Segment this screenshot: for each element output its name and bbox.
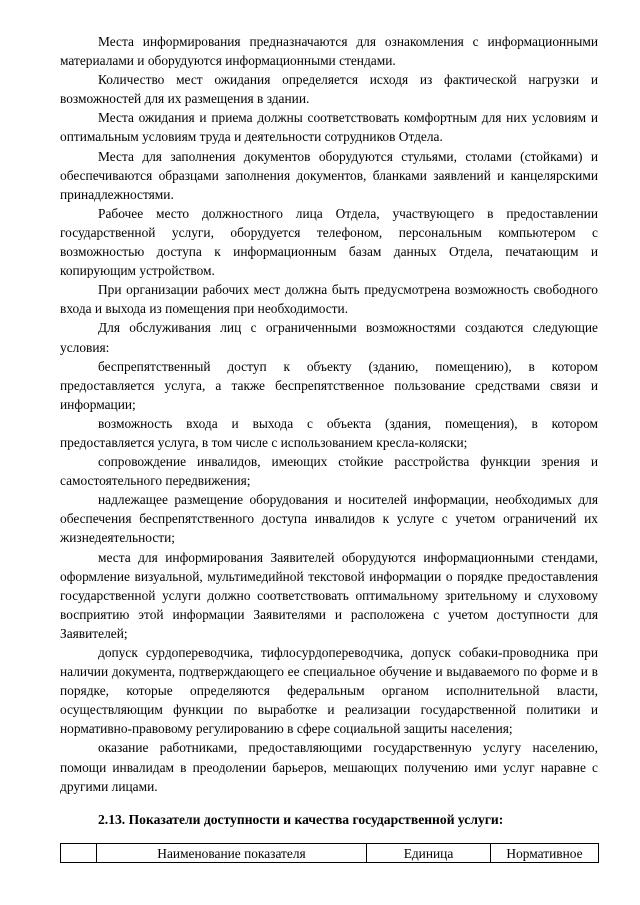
paragraph: Рабочее место должностного лица Отдела, участвующего в предоставлении государственной услуги, оборудуется телефоном, персональным компьютером с возможностью доступа к информационным базам данных Отдела, печатающим и копирующим устройством. [60, 205, 598, 279]
list-item: сопровождение инвалидов, имеющих стойкие расстройства функции зрения и самостоятельного передвижения; [60, 454, 598, 489]
paragraph: Места ожидания и приема должны соответствовать комфортным для них условиям и оптимальным условиям труда и деятельности сотрудников Отдела. [60, 110, 598, 145]
table-header-normative: Нормативное [491, 843, 599, 862]
paragraph: При организации рабочих мест должна быть предусмотрена возможность свободного входа и выхода из помещения при необходимости. [60, 282, 598, 317]
indicators-table [60, 843, 599, 863]
list-item: места для информирования Заявителей оборудуются информационными стендами, оформление визуальной, мультимедийной текстовой информации о порядке предоставления государственной услуги должно соответствовать оптимальному зрительному и слуховому восприятию этой информации Заявителями и расположена с учетом доступности для Заявителей; [60, 549, 598, 641]
table-header-indicator-name: Наименование показателя [97, 843, 367, 862]
paragraph: Места информирования предназначаются для ознакомления с информационными материалами и оборудуются информационными стендами. [60, 34, 598, 69]
list-item: беспрепятственный доступ к объекту (зданию, помещению), в котором предоставляется услуга, а также беспрепятственное пользование средствами связи и информации; [60, 358, 598, 412]
list-item: возможность входа и выхода с объекта (здания, помещения), в котором предоставляется услуга, в том числе с использованием кресла-коляски; [60, 415, 598, 450]
table-header-row [61, 843, 599, 862]
list-item: надлежащее размещение оборудования и носителей информации, необходимых для обеспечения беспрепятственного доступа инвалидов к услуге с учетом ограничений их жизнедеятельности; [60, 492, 598, 546]
table-header-unit: Единица [367, 843, 491, 862]
document-page [60, 32, 598, 863]
paragraph: Места для заполнения документов оборудуются стульями, столами (стойками) и обеспечиваются образцами заполнения документов, бланками заявлений и канцелярскими принадлежностями. [60, 148, 598, 202]
paragraph: Для обслуживания лиц с ограниченными возможностями создаются следующие условия: [60, 320, 598, 355]
list-item: допуск сурдопереводчика, тифлосурдопереводчика, допуск собаки-проводника при наличии документа, подтверждающего ее специальное обучение и выдаваемого по форме и в порядке, которые определяются федеральным органом исполнительной власти, осуществляющим функции по выработке и реализации государственной политики и нормативно-правовому регулированию в сфере социальной защиты населения; [60, 645, 598, 737]
section-heading: 2.13. Показатели доступности и качества государственной услуги: [98, 811, 504, 827]
table-header-number [61, 843, 97, 862]
paragraph: Количество мест ожидания определяется исходя из фактической нагрузки и возможностей для их размещения в здании. [60, 72, 598, 107]
list-item: оказание работниками, предоставляющими государственную услугу населению, помощи инвалидам в преодолении барьеров, мешающих получению ими услуг наравне с другими лицами. [60, 740, 598, 794]
